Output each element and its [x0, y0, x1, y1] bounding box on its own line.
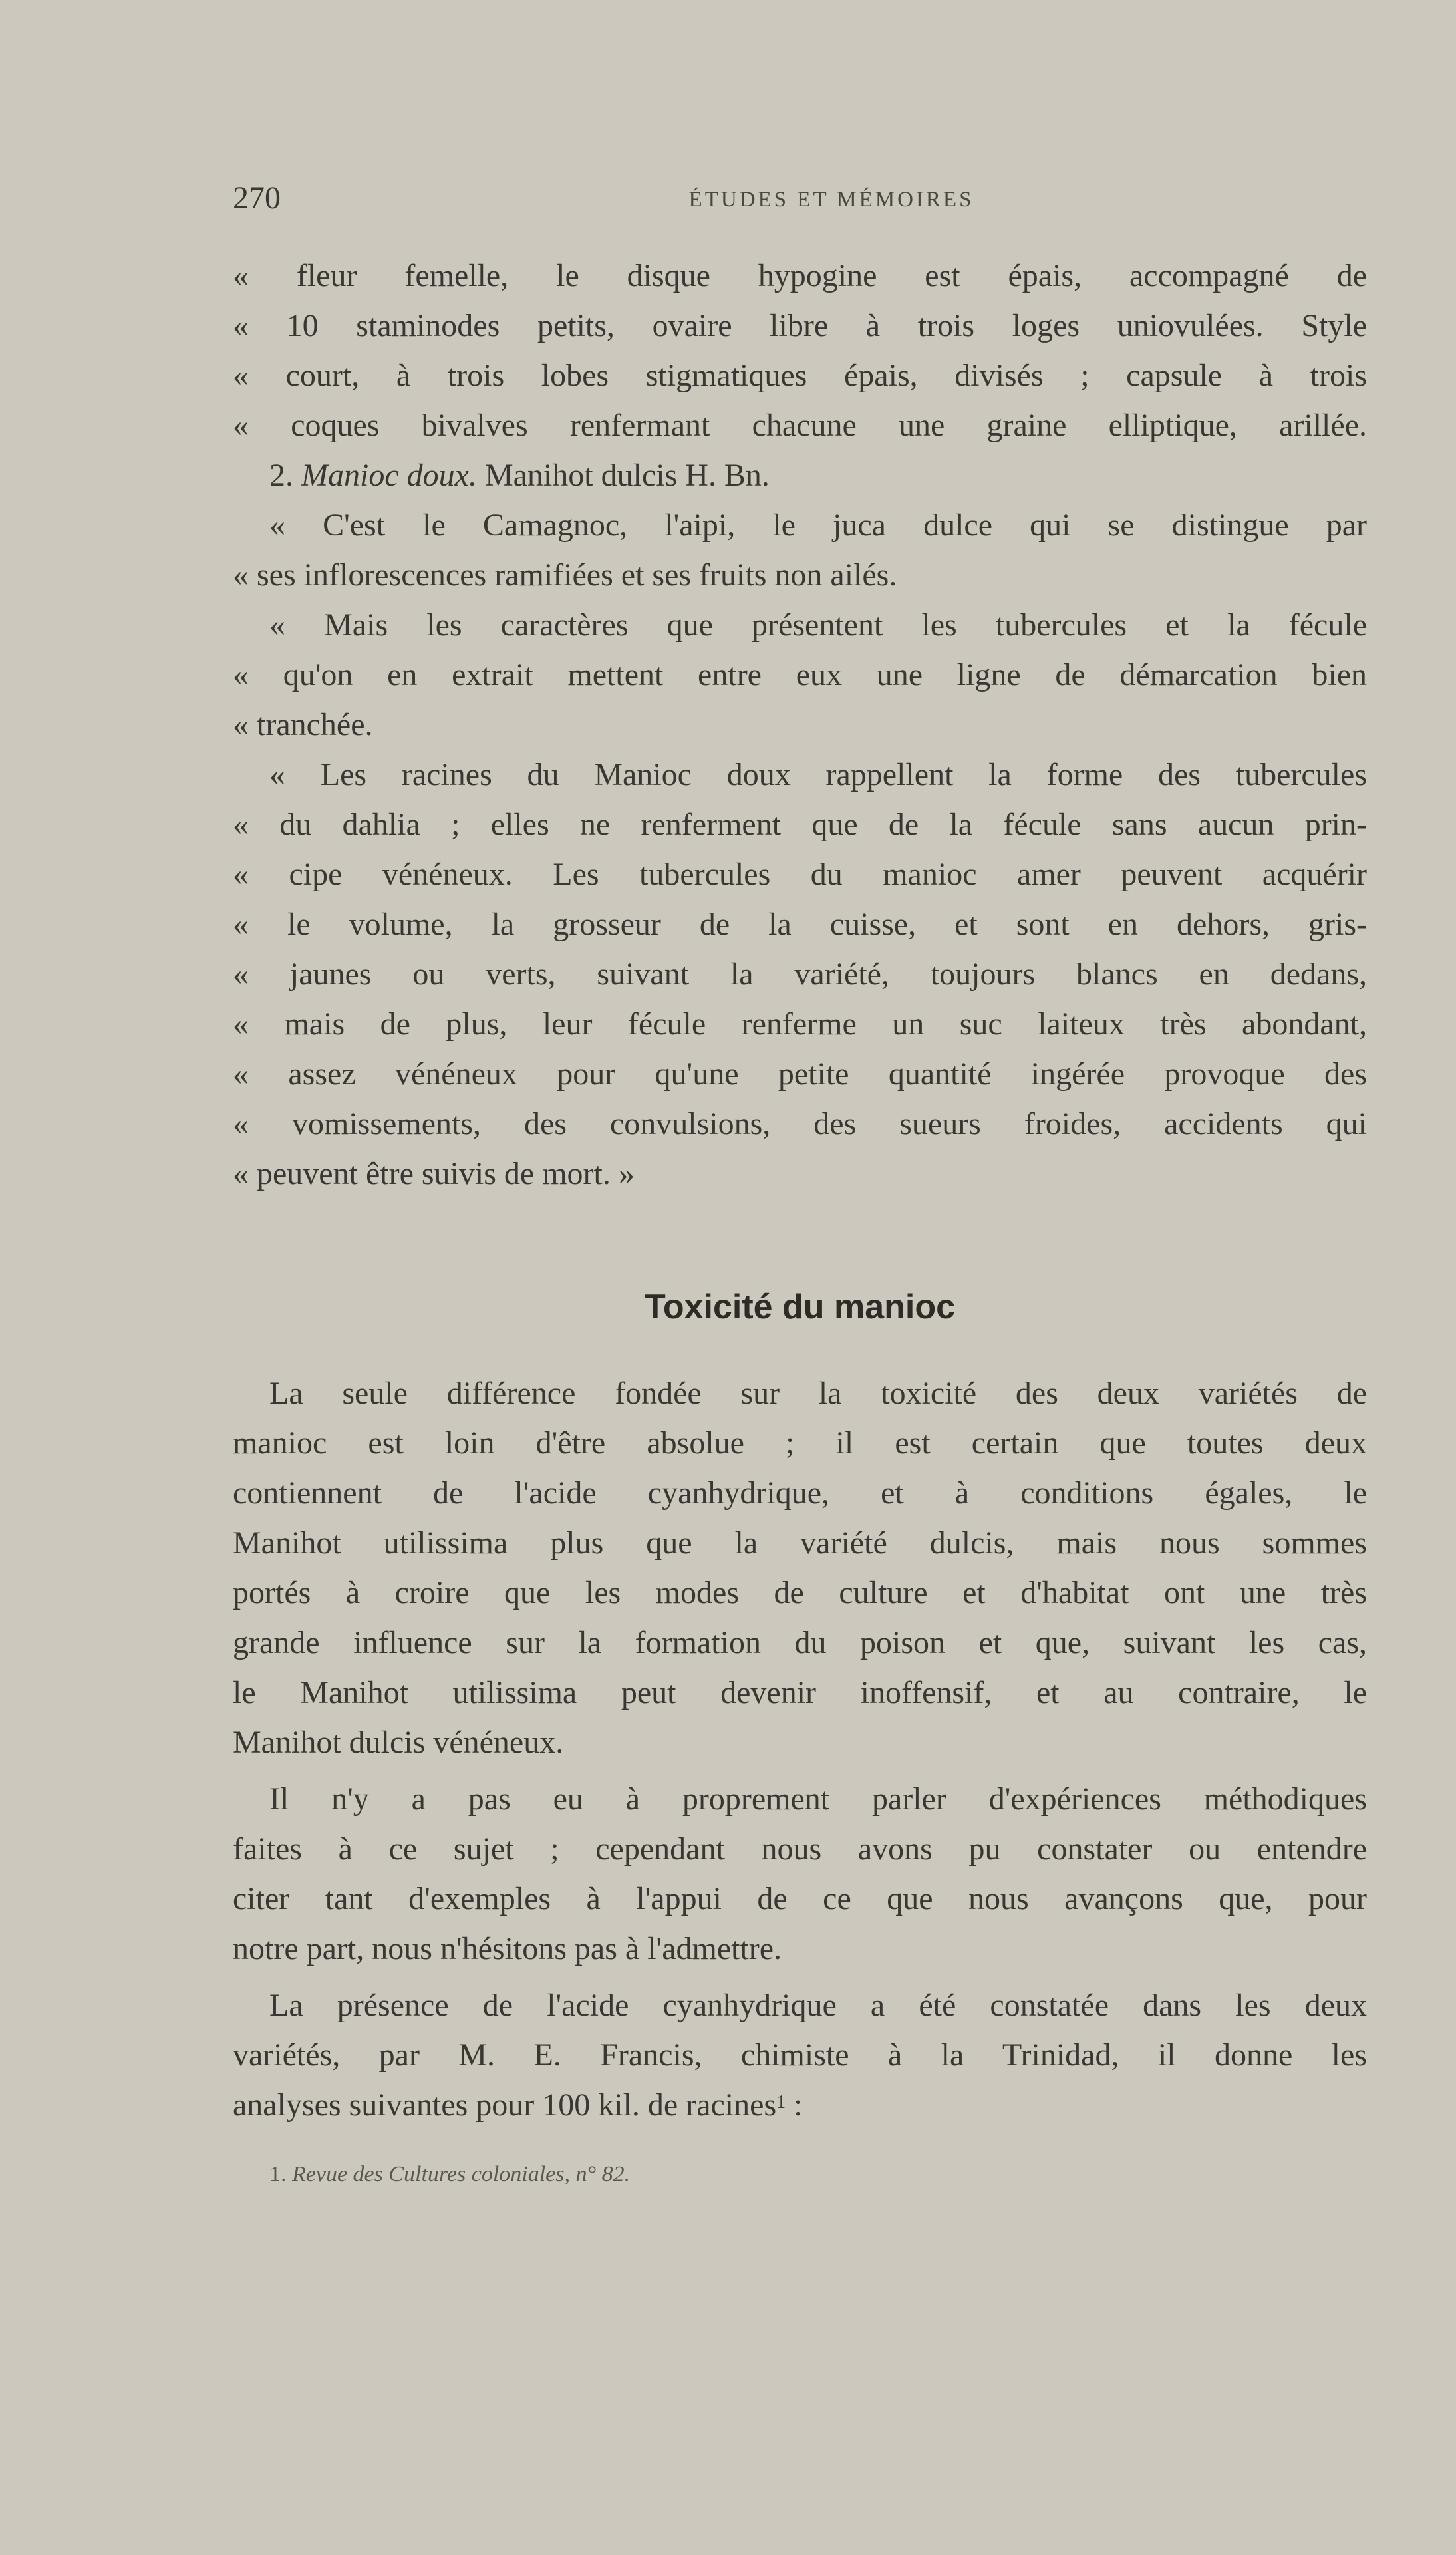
text-line: « ses inflorescences ramifiées et ses fruits non ailés.: [233, 557, 897, 593]
text-line: manioc est loin d'être absolue ; il est certain que toutes deux: [233, 1426, 1367, 1461]
text-line: Il n'y a pas eu à proprement parler d'expériences méthodiques: [269, 1781, 1367, 1817]
text-line: « jaunes ou verts, suivant la variété, toujours blancs en dedans,: [233, 957, 1367, 992]
text-line: portés à croire que les modes de culture et d'habitat ont une très: [233, 1575, 1367, 1610]
text-line: « qu'on en extrait mettent entre eux une ligne de démarcation bien: [233, 657, 1367, 692]
text-line: grande influence sur la formation du poison et que, suivant les cas,: [233, 1625, 1367, 1660]
text-line: La présence de l'acide cyanhydrique a été constatée dans les deux: [269, 1988, 1367, 2023]
text-line: le Manihot utilissima peut devenir inoffensif, et au contraire, le: [233, 1675, 1367, 1710]
page-number: 270: [233, 180, 281, 216]
footnote: [269, 2162, 630, 2187]
text-line: « 10 staminodes petits, ovaire libre à trois loges uniovulées. Style: [233, 308, 1367, 343]
text-line: [233, 2085, 1367, 2125]
variety-name: Manioc doux.: [301, 458, 477, 493]
text-line: « coques bivalves renfermant chacune une graine elliptique, arillée.: [233, 408, 1367, 443]
footnote-text: Revue des Cultures coloniales, n° 82.: [292, 2162, 631, 2186]
text-line: La seule différence fondée sur la toxicité des deux variétés de: [269, 1376, 1367, 1411]
text-line: « assez vénéneux pour qu'une petite quantité ingérée provoque des: [233, 1056, 1367, 1092]
text-line: variétés, par M. E. Francis, chimiste à la Trinidad, il donne les: [233, 2037, 1367, 2073]
text-line: Manihot dulcis vénéneux.: [233, 1725, 564, 1760]
text-line: « le volume, la grosseur de la cuisse, et sont en dehors, gris-: [233, 907, 1367, 942]
text-line: « fleur femelle, le disque hypogine est épais, accompagné de: [233, 258, 1367, 293]
text-line: notre part, nous n'hésitons pas à l'admettre.: [233, 1931, 782, 1966]
text-span: :: [786, 2087, 803, 2123]
text-line: « vomissements, des convulsions, des sueurs froides, accidents qui: [233, 1106, 1367, 1141]
text-line: faites à ce sujet ; cependant nous avons pu constater ou entendre: [233, 1831, 1367, 1867]
text-line: « C'est le Camagnoc, l'aipi, le juca dulce qui se distingue par: [269, 508, 1367, 543]
text-line: « peuvent être suivis de mort. »: [233, 1156, 635, 1191]
text-line: « du dahlia ; elles ne renferment que de la fécule sans aucun prin-: [233, 807, 1367, 842]
footnote-reference[interactable]: 1: [776, 2092, 786, 2113]
variety-binomial: Manihot dulcis H. Bn.: [476, 458, 770, 493]
running-head: [233, 180, 1364, 220]
text-line: « mais de plus, leur fécule renferme un suc laiteux très abondant,: [233, 1006, 1367, 1042]
footnote-number: 1.: [269, 2162, 292, 2186]
text-line: Manihot utilissima plus que la variété dulcis, mais nous sommes: [233, 1525, 1367, 1561]
text-line: citer tant d'exemples à l'appui de ce que nous avançons que, pour: [233, 1881, 1367, 1916]
text-line: contiennent de l'acide cyanhydrique, et à conditions égales, le: [233, 1475, 1367, 1511]
text-line: « Mais les caractères que présentent les tubercules et la fécule: [269, 607, 1367, 643]
variety-number: 2.: [269, 458, 301, 493]
text-span: analyses suivantes pour 100 kil. de racines: [233, 2087, 777, 2123]
variety-heading: [269, 456, 1367, 496]
text-line: « cipe vénéneux. Les tubercules du manioc amer peuvent acquérir: [233, 857, 1367, 892]
text-line: « court, à trois lobes stigmatiques épais, divisés ; capsule à trois: [233, 358, 1367, 393]
text-line: « Les racines du Manioc doux rappellent la forme des tubercules: [269, 757, 1367, 792]
section-title: Toxicité du manioc: [644, 1288, 956, 1326]
text-line: « tranchée.: [233, 707, 373, 742]
journal-title: ÉTUDES ET MÉMOIRES: [688, 188, 974, 212]
